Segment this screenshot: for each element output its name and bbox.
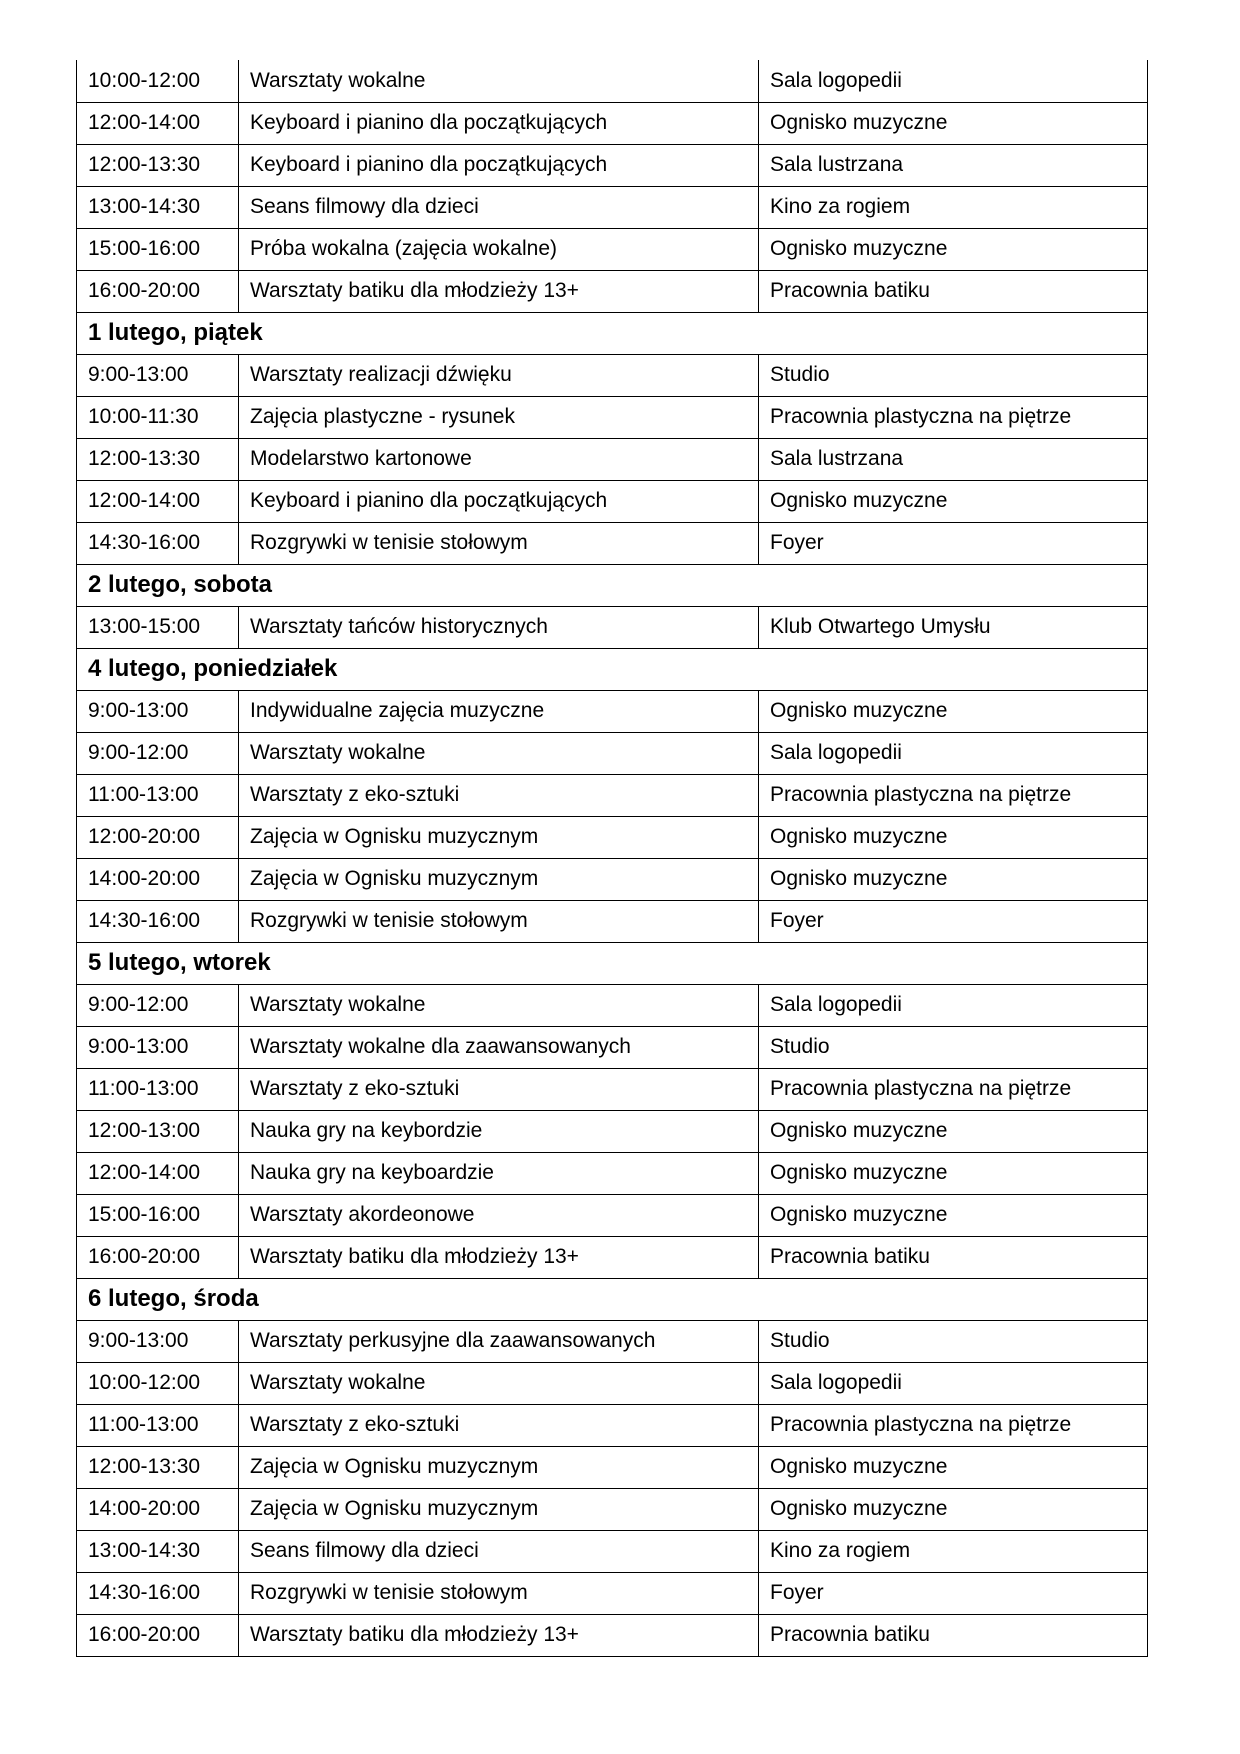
- activity-cell: Warsztaty wokalne: [239, 732, 759, 774]
- schedule-body: [77, 60, 1148, 1656]
- place-cell: Foyer: [759, 1572, 1148, 1614]
- activity-cell: Nauka gry na keybordzie: [239, 1110, 759, 1152]
- table-row: [77, 1530, 1148, 1572]
- time-cell: 12:00-20:00: [77, 816, 239, 858]
- time-cell: 12:00-14:00: [77, 102, 239, 144]
- activity-cell: Warsztaty akordeonowe: [239, 1194, 759, 1236]
- table-row: [77, 1194, 1148, 1236]
- table-row: [77, 984, 1148, 1026]
- place-cell: Sala logopedii: [759, 732, 1148, 774]
- activity-cell: Keyboard i pianino dla początkujących: [239, 102, 759, 144]
- place-cell: Studio: [759, 1320, 1148, 1362]
- time-cell: 9:00-13:00: [77, 354, 239, 396]
- place-cell: Pracownia batiku: [759, 1236, 1148, 1278]
- place-cell: Kino za rogiem: [759, 1530, 1148, 1572]
- activity-cell: Zajęcia w Ognisku muzycznym: [239, 1446, 759, 1488]
- day-heading: 4 lutego, poniedziałek: [77, 648, 1148, 690]
- place-cell: Ognisko muzyczne: [759, 690, 1148, 732]
- place-cell: Kino za rogiem: [759, 186, 1148, 228]
- table-row: [77, 102, 1148, 144]
- day-header-row: [77, 564, 1148, 606]
- place-cell: Ognisko muzyczne: [759, 102, 1148, 144]
- time-cell: 14:30-16:00: [77, 522, 239, 564]
- place-cell: Ognisko muzyczne: [759, 1110, 1148, 1152]
- table-row: [77, 1152, 1148, 1194]
- place-cell: Pracownia plastyczna na piętrze: [759, 396, 1148, 438]
- day-heading: 5 lutego, wtorek: [77, 942, 1148, 984]
- activity-cell: Keyboard i pianino dla początkujących: [239, 144, 759, 186]
- time-cell: 9:00-13:00: [77, 690, 239, 732]
- time-cell: 16:00-20:00: [77, 1614, 239, 1656]
- activity-cell: Warsztaty batiku dla młodzieży 13+: [239, 1614, 759, 1656]
- time-cell: 9:00-13:00: [77, 1026, 239, 1068]
- table-row: [77, 228, 1148, 270]
- time-cell: 10:00-12:00: [77, 60, 239, 102]
- time-cell: 13:00-15:00: [77, 606, 239, 648]
- table-row: [77, 1068, 1148, 1110]
- place-cell: Sala logopedii: [759, 60, 1148, 102]
- table-row: [77, 1026, 1148, 1068]
- table-row: [77, 1320, 1148, 1362]
- table-row: [77, 900, 1148, 942]
- place-cell: Ognisko muzyczne: [759, 228, 1148, 270]
- activity-cell: Warsztaty tańców historycznych: [239, 606, 759, 648]
- table-row: [77, 816, 1148, 858]
- time-cell: 16:00-20:00: [77, 1236, 239, 1278]
- place-cell: Pracownia plastyczna na piętrze: [759, 774, 1148, 816]
- table-row: [77, 1446, 1148, 1488]
- activity-cell: Warsztaty z eko-sztuki: [239, 1404, 759, 1446]
- day-heading: 2 lutego, sobota: [77, 564, 1148, 606]
- activity-cell: Warsztaty batiku dla młodzieży 13+: [239, 1236, 759, 1278]
- time-cell: 11:00-13:00: [77, 774, 239, 816]
- activity-cell: Warsztaty z eko-sztuki: [239, 774, 759, 816]
- table-row: [77, 1362, 1148, 1404]
- time-cell: 10:00-12:00: [77, 1362, 239, 1404]
- time-cell: 11:00-13:00: [77, 1404, 239, 1446]
- time-cell: 15:00-16:00: [77, 228, 239, 270]
- time-cell: 14:00-20:00: [77, 858, 239, 900]
- activity-cell: Rozgrywki w tenisie stołowym: [239, 900, 759, 942]
- table-row: [77, 354, 1148, 396]
- day-header-row: [77, 942, 1148, 984]
- activity-cell: Warsztaty z eko-sztuki: [239, 1068, 759, 1110]
- time-cell: 12:00-13:30: [77, 1446, 239, 1488]
- table-row: [77, 438, 1148, 480]
- activity-cell: Warsztaty wokalne: [239, 60, 759, 102]
- table-row: [77, 270, 1148, 312]
- place-cell: Klub Otwartego Umysłu: [759, 606, 1148, 648]
- table-row: [77, 690, 1148, 732]
- time-cell: 16:00-20:00: [77, 270, 239, 312]
- activity-cell: Warsztaty wokalne dla zaawansowanych: [239, 1026, 759, 1068]
- time-cell: 9:00-12:00: [77, 984, 239, 1026]
- place-cell: Sala logopedii: [759, 1362, 1148, 1404]
- place-cell: Sala lustrzana: [759, 144, 1148, 186]
- place-cell: Ognisko muzyczne: [759, 480, 1148, 522]
- time-cell: 11:00-13:00: [77, 1068, 239, 1110]
- time-cell: 15:00-16:00: [77, 1194, 239, 1236]
- table-row: [77, 144, 1148, 186]
- table-row: [77, 1110, 1148, 1152]
- activity-cell: Warsztaty wokalne: [239, 984, 759, 1026]
- place-cell: Foyer: [759, 522, 1148, 564]
- place-cell: Foyer: [759, 900, 1148, 942]
- activity-cell: Warsztaty realizacji dźwięku: [239, 354, 759, 396]
- table-row: [77, 1236, 1148, 1278]
- table-row: [77, 1572, 1148, 1614]
- day-header-row: [77, 648, 1148, 690]
- activity-cell: Próba wokalna (zajęcia wokalne): [239, 228, 759, 270]
- time-cell: 9:00-12:00: [77, 732, 239, 774]
- place-cell: Ognisko muzyczne: [759, 1152, 1148, 1194]
- activity-cell: Zajęcia w Ognisku muzycznym: [239, 1488, 759, 1530]
- place-cell: Sala lustrzana: [759, 438, 1148, 480]
- table-row: [77, 774, 1148, 816]
- activity-cell: Nauka gry na keyboardzie: [239, 1152, 759, 1194]
- activity-cell: Keyboard i pianino dla początkujących: [239, 480, 759, 522]
- place-cell: Pracownia plastyczna na piętrze: [759, 1068, 1148, 1110]
- place-cell: Sala logopedii: [759, 984, 1148, 1026]
- day-header-row: [77, 312, 1148, 354]
- time-cell: 12:00-13:30: [77, 438, 239, 480]
- time-cell: 12:00-14:00: [77, 1152, 239, 1194]
- table-row: [77, 732, 1148, 774]
- activity-cell: Indywidualne zajęcia muzyczne: [239, 690, 759, 732]
- place-cell: Ognisko muzyczne: [759, 1194, 1148, 1236]
- place-cell: Studio: [759, 1026, 1148, 1068]
- place-cell: Pracownia plastyczna na piętrze: [759, 1404, 1148, 1446]
- activity-cell: Seans filmowy dla dzieci: [239, 1530, 759, 1572]
- activity-cell: Zajęcia w Ognisku muzycznym: [239, 816, 759, 858]
- table-row: [77, 858, 1148, 900]
- time-cell: 13:00-14:30: [77, 186, 239, 228]
- time-cell: 14:00-20:00: [77, 1488, 239, 1530]
- place-cell: Ognisko muzyczne: [759, 1446, 1148, 1488]
- table-row: [77, 606, 1148, 648]
- activity-cell: Warsztaty wokalne: [239, 1362, 759, 1404]
- place-cell: Ognisko muzyczne: [759, 816, 1148, 858]
- activity-cell: Zajęcia w Ognisku muzycznym: [239, 858, 759, 900]
- time-cell: 13:00-14:30: [77, 1530, 239, 1572]
- time-cell: 12:00-13:00: [77, 1110, 239, 1152]
- time-cell: 14:30-16:00: [77, 900, 239, 942]
- place-cell: Pracownia batiku: [759, 1614, 1148, 1656]
- table-row: [77, 1488, 1148, 1530]
- activity-cell: Modelarstwo kartonowe: [239, 438, 759, 480]
- activity-cell: Rozgrywki w tenisie stołowym: [239, 1572, 759, 1614]
- activity-cell: Rozgrywki w tenisie stołowym: [239, 522, 759, 564]
- activity-cell: Warsztaty batiku dla młodzieży 13+: [239, 270, 759, 312]
- activity-cell: Seans filmowy dla dzieci: [239, 186, 759, 228]
- activity-cell: Warsztaty perkusyjne dla zaawansowanych: [239, 1320, 759, 1362]
- time-cell: 9:00-13:00: [77, 1320, 239, 1362]
- table-row: [77, 60, 1148, 102]
- place-cell: Ognisko muzyczne: [759, 858, 1148, 900]
- schedule-table: [76, 60, 1148, 1657]
- time-cell: 12:00-13:30: [77, 144, 239, 186]
- place-cell: Ognisko muzyczne: [759, 1488, 1148, 1530]
- day-heading: 1 lutego, piątek: [77, 312, 1148, 354]
- table-row: [77, 186, 1148, 228]
- day-header-row: [77, 1278, 1148, 1320]
- time-cell: 14:30-16:00: [77, 1572, 239, 1614]
- place-cell: Studio: [759, 354, 1148, 396]
- table-row: [77, 1614, 1148, 1656]
- table-row: [77, 480, 1148, 522]
- table-row: [77, 522, 1148, 564]
- activity-cell: Zajęcia plastyczne - rysunek: [239, 396, 759, 438]
- place-cell: Pracownia batiku: [759, 270, 1148, 312]
- time-cell: 12:00-14:00: [77, 480, 239, 522]
- table-row: [77, 1404, 1148, 1446]
- day-heading: 6 lutego, środa: [77, 1278, 1148, 1320]
- table-row: [77, 396, 1148, 438]
- time-cell: 10:00-11:30: [77, 396, 239, 438]
